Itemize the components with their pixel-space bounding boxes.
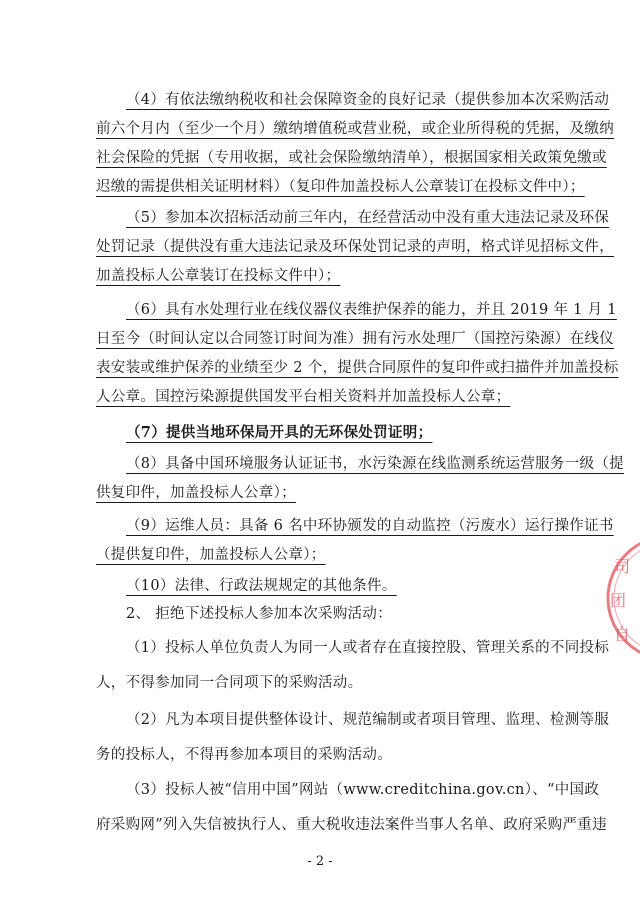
- paragraph-requirement-8: [96, 450, 624, 508]
- text-line: 迟缴的需提供相关证明材料）（复印件加盖投标人公章装订在投标文件中）；: [96, 179, 585, 195]
- section-2-heading: [96, 600, 548, 629]
- text-line: （3）投标人被“信用中国”网站（www.creditchina.gov.cn）、“中国政: [126, 782, 600, 798]
- text-line: （4）有依法缴纳税收和社会保障资金的良好记录（提供参加本次采购活动: [126, 92, 610, 108]
- text-line: （2）凡为本项目提供整体设计、规范编制或者项目管理、监理、检测等服: [126, 712, 610, 728]
- text-line: 务的投标人，不得再参加本项目的采购活动。: [96, 747, 392, 763]
- text-line: 前六个月内（至少一个月）缴纳增值税或营业税，或企业所得税的凭据，及缴纳: [96, 121, 614, 137]
- text-line: 表安装或维护保养的业绩至少 2 个，提供合同原件的复印件或扫描件并加盖投标: [96, 360, 619, 376]
- text-line: 供复印件，加盖投标人公章）；: [96, 485, 296, 501]
- text-line: 府采购网”列入失信被执行人、重大税收违法案件当事人名单、政府采购严重违: [96, 817, 607, 833]
- text-line: （9）运维人员：具备 6 名中环协颁发的自动监控（污废水）运行操作证书: [126, 518, 614, 534]
- text-line: 加盖投标人公章装订在投标文件中）；: [96, 268, 341, 284]
- text-line: 日至今（时间认定以合同签订时间为准）拥有污水处理厂（国控污染源）在线仪: [96, 331, 614, 347]
- text-line: 处罚记录（提供没有重大违法记录及环保处罚记录的声明，格式详见招标文件，: [96, 239, 614, 255]
- text-line: （7）提供当地环保局开具的无环保处罚证明；: [126, 424, 433, 441]
- text-line: （提供复印件，加盖投标人公章）；: [96, 547, 326, 563]
- text-line: 人公章。国控污染源提供国发平台相关资料并加盖投标人公章；: [96, 389, 511, 405]
- svg-text:自: 自: [614, 625, 631, 644]
- text-line: （1）投标人单位负责人为同一人或者存在直接控股、管理关系的不同投标: [126, 640, 610, 656]
- text-line: （5）参加本次招标活动前三年内，在经营活动中没有重大违法记录及环保: [126, 210, 610, 226]
- paragraph-requirement-6: [96, 296, 619, 412]
- paragraph-requirement-9: [96, 512, 614, 570]
- text-line: 2、 拒绝下述投标人参加本次采购活动：: [126, 606, 393, 622]
- svg-text:司: 司: [614, 557, 631, 576]
- text-line: 人，不得参加同一合同项下的采购活动。: [96, 675, 363, 691]
- svg-text:团: 团: [610, 591, 627, 610]
- paragraph-exclusion-1: [96, 634, 610, 698]
- text-line: （8）具备中国环境服务认证证书，水污染源在线监测系统运营服务一级（提: [126, 456, 624, 472]
- paragraph-requirement-10: [96, 572, 548, 601]
- text-line: 社会保险的凭据（专用收据，或社会保险缴纳清单），根据国家相关政策免缴或: [96, 150, 607, 166]
- paragraph-exclusion-2: [96, 706, 610, 770]
- company-seal-stamp: [600, 538, 640, 658]
- paragraph-requirement-4: [96, 86, 614, 202]
- paragraph-requirement-5: [96, 204, 614, 291]
- paragraph-requirement-7: [96, 418, 548, 447]
- page-number: - 2 -: [307, 854, 333, 869]
- text-line: （10）法律、行政法规规定的其他条件。: [126, 578, 397, 594]
- paragraph-exclusion-3: [96, 776, 607, 840]
- text-line: （6）具有水处理行业在线仪器仪表维护保养的能力，并且 2019 年 1 月 1: [126, 302, 617, 318]
